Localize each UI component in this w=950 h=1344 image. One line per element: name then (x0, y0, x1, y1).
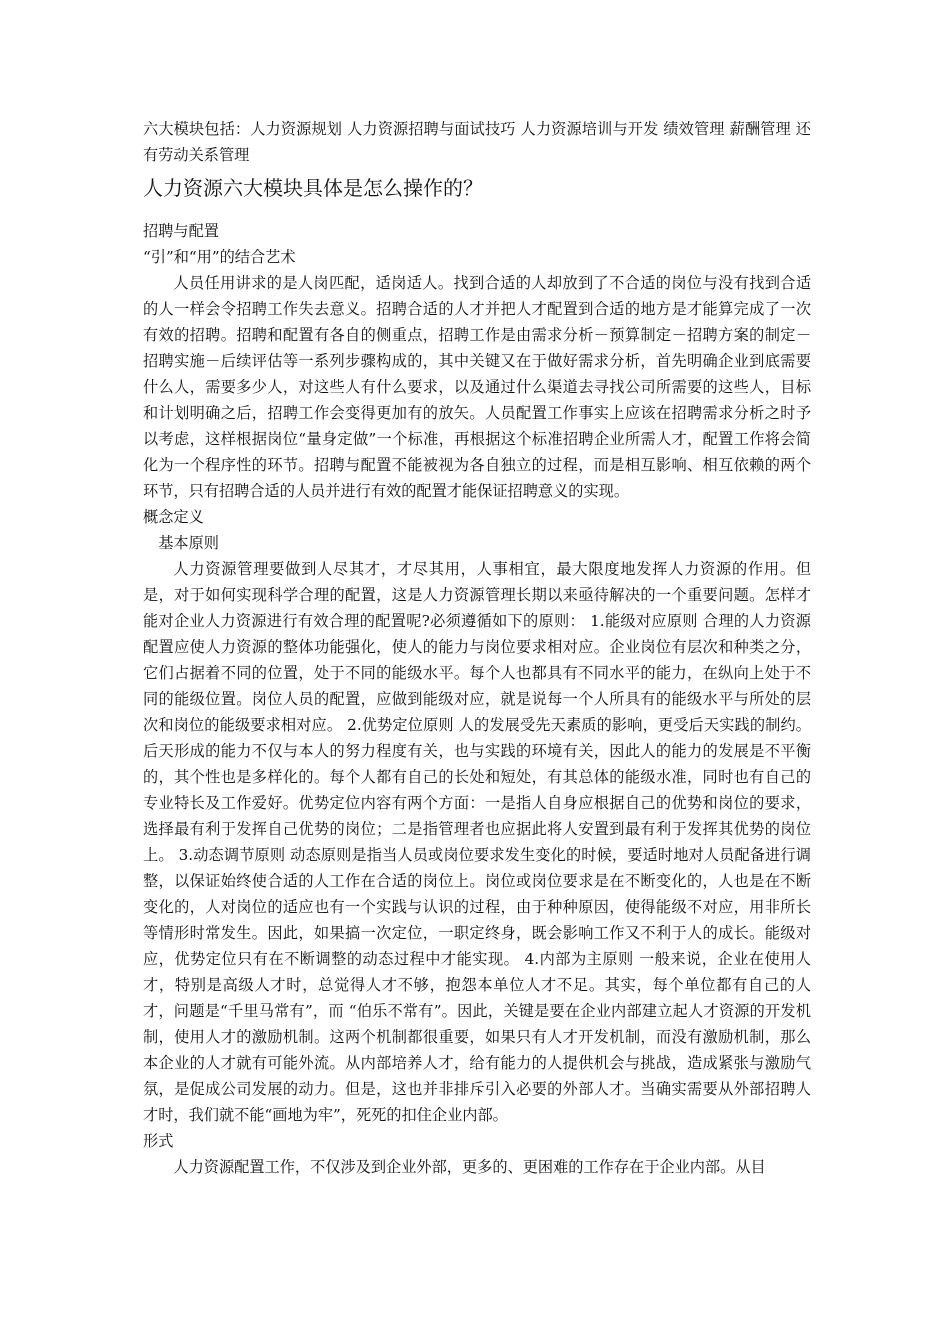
section-subtitle-recruitment: “引”和“用”的结合艺术 (143, 248, 296, 266)
recruitment-paragraph: 人员任用讲求的是人岗匹配，适岗适人。找到合适的人却放到了不合适的岗位与没有找到合适的人一样会令招聘工作失去意义。招聘合适的人才并把人才配置到合适的地方是才能算完成了一次有效的招聘。招聘和配置有各自的侧重点，招聘工作是由需求分析－预算制定－招聘方案的制定－招聘实施－后续评估等一系列步骤构成的，其中关键又在于做好需求分析，首先明确企业到底需要什么人，需要多少人，对这些人有什么要求，以及通过什么渠道去寻找公司所需要的这些人，目标和计划明确之后，招聘工作会变得更加有的放矢。人员配置工作事实上应该在招聘需求分析之时予以考虑，这样根据岗位“量身定做”一个标准，再根据这个标准招聘企业所需人才，配置工作将会简化为一个程序性的环节。招聘与配置不能被视为各自独立的过程，而是相互影响、相互依赖的两个环节，只有招聘合适的人员并进行有效的配置才能保证招聘意义的实现。 (143, 274, 811, 500)
intro-text: 六大模块包括：人力资源规划 人力资源招聘与面试技巧 人力资源培训与开发 绩效管理 薪酬管理 还有劳动关系管理 (143, 120, 811, 164)
forms-paragraph: 人力资源配置工作，不仅涉及到企业外部，更多的、更困难的工作存在于企业内部。从目 (173, 1158, 766, 1176)
section-subheading-principles: 基本原则 (158, 534, 219, 552)
document-page (143, 116, 811, 1180)
page-title: 人力资源六大模块具体是怎么操作的？ (143, 176, 483, 200)
section-heading-recruitment: 招聘与配置 (143, 222, 219, 240)
principles-paragraph: 人力资源管理要做到人尽其才，才尽其用，人事相宜，最大限度地发挥人力资源的作用。但是，对于如何实现科学合理的配置，这是人力资源管理长期以来亟待解决的一个重要问题。怎样才能对企业人力资源进行有效合理的配置呢?必须遵循如下的原则： 1.能级对应原则 合理的人力资源配置应使人力资源的整体功能强化，使人的能力与岗位要求相对应。企业岗位有层次和种类之分，它们占据着不同的位置，处于不同的能级水平。每个人也都具有不同水平的能力，在纵向上处于不同的能级位置。岗位人员的配置，应做到能级对应，就是说每一个人所具有的能级水平与所处的层次和岗位的能级要求相对应。 2.优势定位原则 人的发展受先天素质的影响，更受后天实践的制约。后天形成的能力不仅与本人的努力程度有关，也与实践的环境有关，因此人的能力的发展是不平衡的，其个性也是多样化的。每个人都有自己的长处和短处，有其总体的能级水准，同时也有自己的专业特长及工作爱好。优势定位内容有两个方面：一是指人自身应根据自己的优势和岗位的要求，选择最有利于发挥自己优势的岗位；二是指管理者也应据此将人安置到最有利于发挥其优势的岗位上。 3.动态调节原则 动态原则是指当人员或岗位要求发生变化的时候，要适时地对人员配备进行调整，以保证始终使合适的人工作在合适的岗位上。岗位或岗位要求是在不断变化的，人也是在不断变化的，人对岗位的适应也有一个实践与认识的过程，由于种种原因，使得能级不对应，用非所长等情形时常发生。因此，如果搞一次定位，一职定终身，既会影响工作又不利于人的成长。能级对应，优势定位只有在不断调整的动态过程中才能实现。 4.内部为主原则 一般来说，企业在使用人才，特别是高级人才时，总觉得人才不够，抱怨本单位人才不足。其实，每个单位都有自己的人才，问题是“千里马常有”，而 “伯乐不常有”。因此，关键是要在企业内部建立起人才资源的开发机制，使用人才的激励机制。这两个机制都很重要，如果只有人才开发机制，而没有激励机制，那么本企业的人才就有可能外流。从内部培养人才，给有能力的人提供机会与挑战，造成紧张与激励气氛，是促成公司发展的动力。但是，这也并非排斥引入必要的外部人才。当确实需要从外部招聘人才时，我们就不能“画地为牢”，死死的扣住企业内部。 (143, 560, 811, 1124)
section-heading-definition: 概念定义 (143, 508, 204, 526)
section-heading-forms: 形式 (143, 1132, 174, 1150)
